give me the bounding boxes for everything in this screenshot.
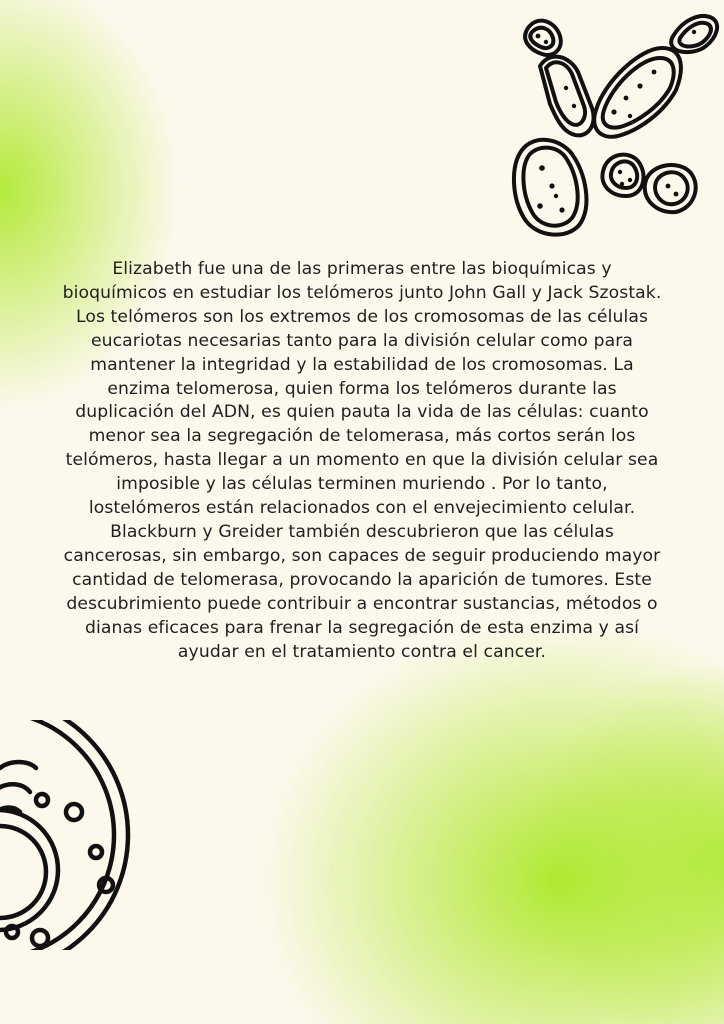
cell-icon (0, 720, 140, 950)
paragraph-2: Los telómeros son los extremos de los cromosomas de las células eucariotas necesarias tanto para la división celular como para mantener la integridad y la estabilidad de los cromosomas. La enzima telomerosa, quien forma los telómeros durante las duplicación del ADN, es quien pauta la vida de las células: cuanto menor sea la segregación de telomerasa, más cortos serán los telómeros, hasta llegar a un momento en que la división celular sea imposible y las células terminen muriendo . Por lo tanto, lostelómeros están relacionados con el envejecimiento celular. (65, 306, 659, 519)
paragraph-3: Blackburn y Greider también descubrieron que las células cancerosas, sin embargo, son capaces de seguir produciendo mayor cantidad de telomerasa, provocando la aparición de tumores. Este descubrimiento puede contribuir a encontrar sustancias, métodos o dianas eficaces para frenar la segregación de esta enzima y así ayudar en el tratamiento contra el cancer. (63, 521, 661, 662)
paragraph-1: Elizabeth fue una de las primeras entre las bioquímicas y bioquímicos en estudiar los telómeros junto John Gall y Jack Szostak. (62, 259, 662, 303)
body-text (60, 258, 664, 664)
bacteria-cluster-icon (500, 0, 724, 250)
